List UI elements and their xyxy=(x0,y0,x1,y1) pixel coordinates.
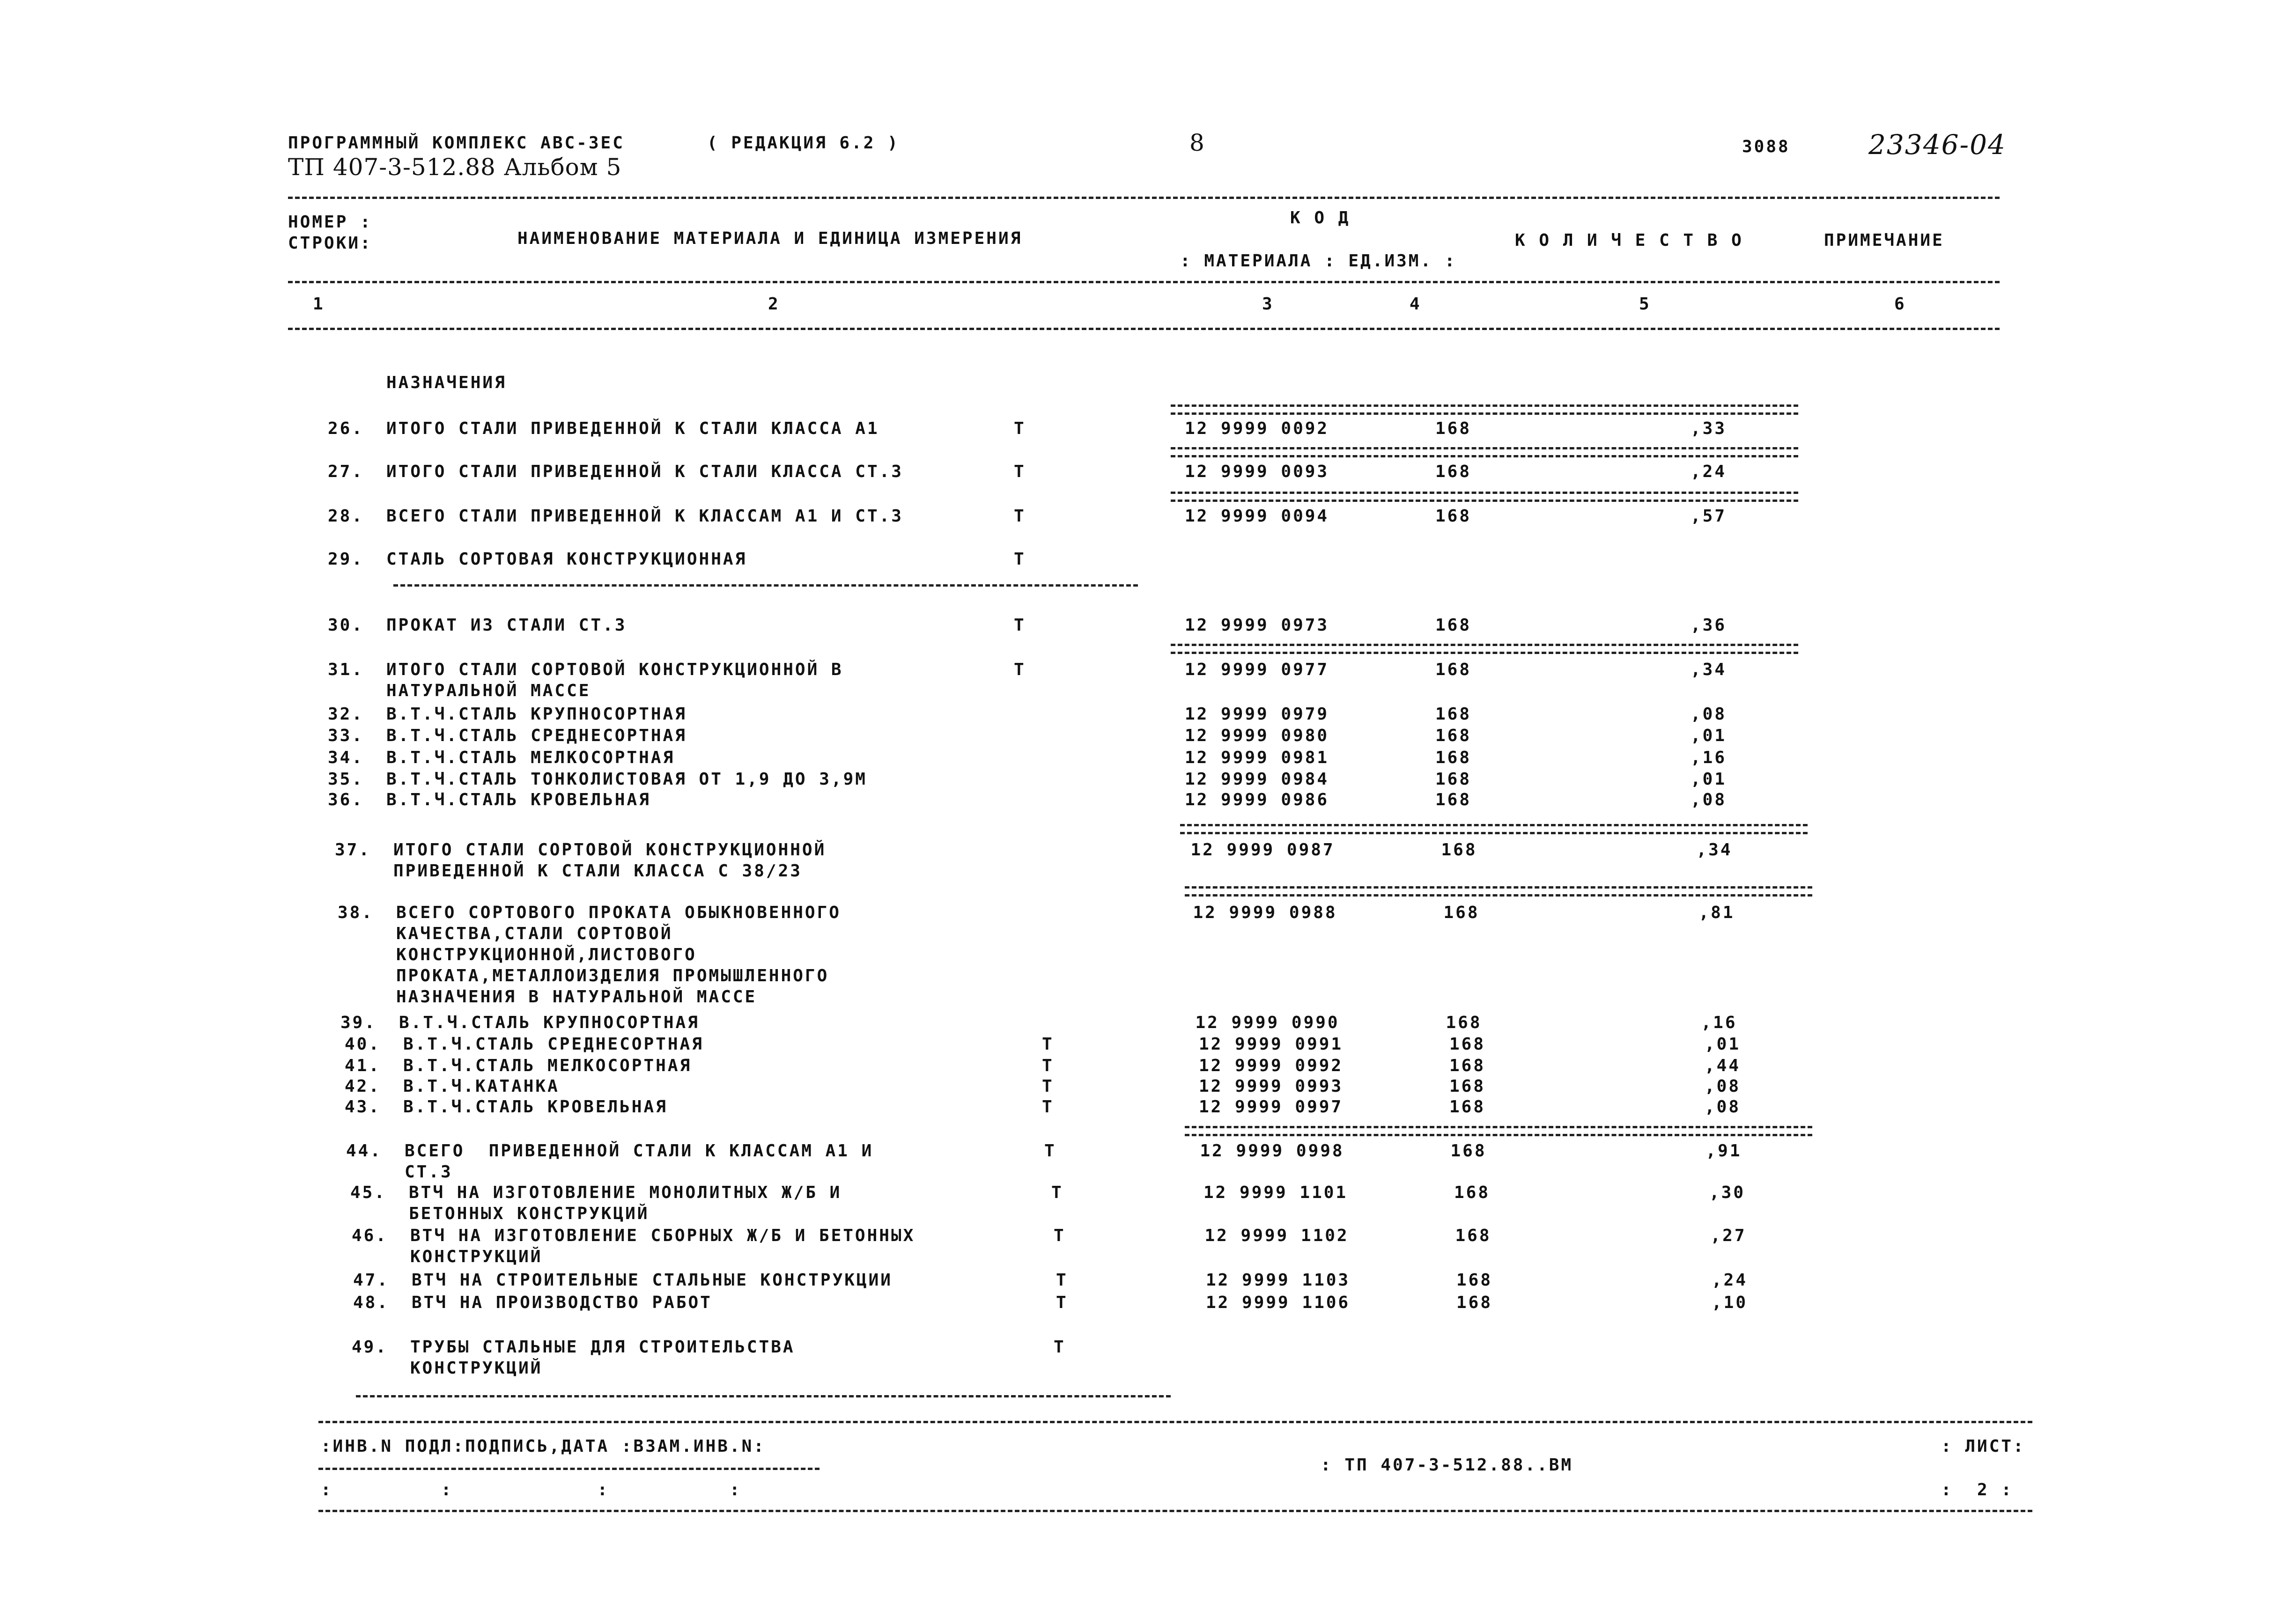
row-quantity: ,44 xyxy=(1705,1056,1741,1075)
row-number: 29. xyxy=(328,550,364,569)
col-header-qty: К О Л И Ч Е С Т В О xyxy=(1515,231,1743,250)
row-quantity: ,36 xyxy=(1691,616,1727,635)
row-quantity: ,08 xyxy=(1691,790,1727,809)
row-material-code: 12 9999 0977 xyxy=(1185,660,1329,679)
row-number: 43. xyxy=(345,1097,381,1117)
footer-rule-3 xyxy=(318,1510,2032,1512)
row-unit-code: 168 xyxy=(1435,660,1472,679)
document-title: ТП 407-3-512.88 Альбом 5 xyxy=(288,154,622,181)
row-quantity: ,33 xyxy=(1691,419,1727,438)
program-title: ПРОГРАММНЫЙ КОМПЛЕКС АВС-3ЕС xyxy=(288,133,625,153)
row-unit-code: 168 xyxy=(1441,840,1477,860)
row-unit: Т xyxy=(1042,1077,1054,1096)
col-num-6: 6 xyxy=(1894,294,1906,314)
row-name: ВТЧ НА ИЗГОТОВЛЕНИЕ СБОРНЫХ Ж/Б И БЕТОННЫХ КОНСТРУКЦИЙ xyxy=(410,1226,915,1266)
row-quantity: ,01 xyxy=(1691,770,1727,789)
row-quantity: ,57 xyxy=(1691,507,1727,526)
row-quantity: ,30 xyxy=(1709,1183,1746,1202)
row-unit-code: 168 xyxy=(1449,1077,1486,1096)
row-material-code: 12 9999 0988 xyxy=(1193,903,1337,922)
row-material-code: 12 9999 0973 xyxy=(1185,616,1329,635)
separator-37 xyxy=(1180,824,1808,834)
row-name: В.Т.Ч.СТАЛЬ КРУПНОСОРТНАЯ xyxy=(399,1013,700,1032)
row-name: ВТЧ НА ИЗГОТОВЛЕНИЕ МОНОЛИТНЫХ Ж/Б И БЕТОННЫХ КОНСТРУКЦИЙ xyxy=(409,1183,842,1223)
row-number: 42. xyxy=(345,1077,381,1096)
col-num-1: 1 xyxy=(313,294,325,314)
separator-27 xyxy=(1171,447,1798,457)
row-unit: Т xyxy=(1056,1271,1068,1290)
row-number: 39. xyxy=(340,1013,377,1032)
row-name: ВСЕГО ПРИВЕДЕННОЙ СТАЛИ К КЛАССАМ А1 И СТ.3 xyxy=(405,1141,874,1182)
row-unit-code: 168 xyxy=(1435,616,1472,635)
row-unit-code: 168 xyxy=(1435,507,1472,526)
row-material-code: 12 9999 1106 xyxy=(1206,1293,1351,1312)
row-material-code: 12 9999 0993 xyxy=(1199,1077,1344,1096)
row-unit: Т xyxy=(1042,1097,1054,1117)
row-material-code: 12 9999 1101 xyxy=(1203,1183,1348,1202)
row-unit-code: 168 xyxy=(1449,1097,1486,1117)
row-number: 35. xyxy=(328,770,364,789)
row-quantity: ,01 xyxy=(1705,1035,1741,1054)
row-number: 31. xyxy=(328,660,364,679)
row-unit-code: 168 xyxy=(1435,748,1472,767)
separator-49 xyxy=(356,1395,1171,1397)
row-unit-code: 168 xyxy=(1435,770,1472,789)
col-num-4: 4 xyxy=(1410,294,1422,314)
row-material-code: 12 9999 1103 xyxy=(1206,1271,1351,1290)
row-unit: Т xyxy=(1014,660,1026,679)
row-number: 27. xyxy=(328,462,364,481)
row-number: 36. xyxy=(328,790,364,809)
row-material-code: 12 9999 0992 xyxy=(1199,1056,1344,1075)
footer-inv-blanks: : : : : xyxy=(321,1480,742,1499)
rule-header-bottom xyxy=(288,328,2000,330)
row-unit: Т xyxy=(1054,1338,1066,1357)
row-unit: Т xyxy=(1042,1035,1054,1054)
row-name: В.Т.Ч.СТАЛЬ КРОВЕЛЬНАЯ xyxy=(386,790,651,809)
row-unit-code: 168 xyxy=(1454,1183,1491,1202)
row-unit-code: 168 xyxy=(1435,462,1472,481)
col-header-material: : МАТЕРИАЛА : ЕД.ИЗМ. : xyxy=(1180,251,1457,271)
row-number: 26. xyxy=(328,419,364,438)
col-num-2: 2 xyxy=(768,294,780,314)
row-name: ВСЕГО СОРТОВОГО ПРОКАТА ОБЫКНОВЕННОГО КАЧЕСТВА,СТАЛИ СОРТОВОЙ КОНСТРУКЦИОННОЙ,ЛИСТОВОГО ПРОКАТА,МЕТАЛЛОИЗДЕЛИЯ ПРОМЫШЛЕННОГО НАЗНАЧЕНИЯ В НАТУРАЛЬНОЙ МАССЕ xyxy=(396,903,841,1007)
row-unit-code: 168 xyxy=(1435,705,1472,724)
row-unit: Т xyxy=(1056,1293,1068,1312)
row-material-code: 12 9999 0990 xyxy=(1195,1013,1340,1032)
row-name: ВСЕГО СТАЛИ ПРИВЕДЕННОЙ К КЛАССАМ А1 И СТ.3 xyxy=(386,507,903,526)
row-name: В.Т.Ч.КАТАНКА xyxy=(403,1077,560,1096)
row-number: 48. xyxy=(353,1293,390,1312)
row-unit: Т xyxy=(1014,550,1026,569)
row-number: 30. xyxy=(328,616,364,635)
row-number: 37. xyxy=(335,840,371,860)
row-name: В.Т.Ч.СТАЛЬ МЕЛКОСОРТНАЯ xyxy=(403,1056,692,1075)
row-unit: Т xyxy=(1042,1056,1054,1075)
row-material-code: 12 9999 0991 xyxy=(1199,1035,1344,1054)
row-unit: Т xyxy=(1044,1141,1056,1161)
row-number: 46. xyxy=(352,1226,388,1245)
row-number: 32. xyxy=(328,705,364,724)
row-number: 34. xyxy=(328,748,364,767)
code-3088: 3088 xyxy=(1742,137,1790,156)
footer-sheet-label: : ЛИСТ: xyxy=(1941,1437,2025,1456)
row-quantity: ,16 xyxy=(1691,748,1727,767)
row-number: 40. xyxy=(345,1035,381,1054)
row-unit: Т xyxy=(1014,419,1026,438)
row-material-code: 12 9999 0981 xyxy=(1185,748,1329,767)
row-quantity: ,08 xyxy=(1691,705,1727,724)
row-name: ПРОКАТ ИЗ СТАЛИ СТ.3 xyxy=(386,616,627,635)
row-name: ВТЧ НА СТРОИТЕЛЬНЫЕ СТАЛЬНЫЕ КОНСТРУКЦИИ xyxy=(412,1271,893,1290)
row-unit-code: 168 xyxy=(1455,1226,1491,1245)
footer-rule-2 xyxy=(318,1468,819,1470)
row-quantity: ,24 xyxy=(1712,1271,1748,1290)
row-name: В.Т.Ч.СТАЛЬ КРУПНОСОРТНАЯ xyxy=(386,705,687,724)
row-quantity: ,81 xyxy=(1698,903,1735,922)
row-name: ВТЧ НА ПРОИЗВОДСТВО РАБОТ xyxy=(412,1293,712,1312)
row-number: 28. xyxy=(328,507,364,526)
row-quantity: ,08 xyxy=(1705,1077,1741,1096)
footer-inv-labels: :ИНВ.N ПОДЛ:ПОДПИСЬ,ДАТА :ВЗАМ.ИНВ.N: xyxy=(321,1437,766,1456)
separator-26 xyxy=(1171,404,1798,415)
section-heading: НАЗНАЧЕНИЯ xyxy=(386,373,507,392)
row-quantity: ,08 xyxy=(1705,1097,1741,1117)
row-number: 33. xyxy=(328,726,364,745)
row-number: 49. xyxy=(352,1338,388,1357)
row-name: В.Т.Ч.СТАЛЬ СРЕДНЕСОРТНАЯ xyxy=(386,726,687,745)
row-material-code: 12 9999 0984 xyxy=(1185,770,1329,789)
row-number: 47. xyxy=(353,1271,390,1290)
separator-38 xyxy=(1185,886,1812,897)
row-unit: Т xyxy=(1054,1226,1066,1245)
row-unit-code: 168 xyxy=(1449,1056,1486,1075)
row-name: ИТОГО СТАЛИ ПРИВЕДЕННОЙ К СТАЛИ КЛАССА СТ.3 xyxy=(386,462,903,481)
row-name: В.Т.Ч.СТАЛЬ КРОВЕЛЬНАЯ xyxy=(403,1097,668,1117)
separator-44 xyxy=(1185,1126,1812,1136)
row-material-code: 12 9999 0998 xyxy=(1200,1141,1344,1161)
col-header-code: К О Д xyxy=(1290,208,1351,228)
col-num-5: 5 xyxy=(1639,294,1651,314)
row-material-code: 12 9999 0980 xyxy=(1185,726,1329,745)
row-unit-code: 168 xyxy=(1449,1035,1486,1054)
row-name: СТАЛЬ СОРТОВАЯ КОНСТРУКЦИОННАЯ xyxy=(386,550,747,569)
row-unit-code: 168 xyxy=(1435,419,1472,438)
row-unit: Т xyxy=(1014,507,1026,526)
row-material-code: 12 9999 0986 xyxy=(1185,790,1329,809)
row-quantity: ,91 xyxy=(1705,1141,1742,1161)
row-unit-code: 168 xyxy=(1435,726,1472,745)
row-quantity: ,34 xyxy=(1691,660,1727,679)
footer-rule-1 xyxy=(318,1421,2032,1423)
row-unit-code: 168 xyxy=(1443,903,1480,922)
row-material-code: 12 9999 1102 xyxy=(1204,1226,1349,1245)
row-name: ИТОГО СТАЛИ СОРТОВОЙ КОНСТРУКЦИОННОЙ ПРИВЕДЕННОЙ К СТАЛИ КЛАССА С 38/23 xyxy=(393,840,827,881)
row-number: 45. xyxy=(350,1183,387,1202)
row-unit-code: 168 xyxy=(1435,790,1472,809)
separator-29 xyxy=(393,584,1138,587)
col-header-row-no: НОМЕР : СТРОКИ: xyxy=(288,213,372,253)
row-name: В.Т.Ч.СТАЛЬ МЕЛКОСОРТНАЯ xyxy=(386,748,675,767)
footer-doc-code: : ТП 407-3-512.88..ВМ xyxy=(1321,1455,1573,1475)
separator-28 xyxy=(1171,492,1798,502)
handwritten-stamp: 23346-04 xyxy=(1868,129,2006,161)
row-name: ИТОГО СТАЛИ СОРТОВОЙ КОНСТРУКЦИОННОЙ В НАТУРАЛЬНОЙ МАССЕ xyxy=(386,660,843,700)
rule-header-mid xyxy=(288,281,2000,283)
footer-sheet-number: : 2 : xyxy=(1941,1480,2014,1499)
row-name: В.Т.Ч.СТАЛЬ ТОНКОЛИСТОВАЯ ОТ 1,9 ДО 3,9М xyxy=(386,770,867,789)
row-quantity: ,27 xyxy=(1710,1226,1747,1245)
row-unit-code: 168 xyxy=(1450,1141,1487,1161)
row-number: 38. xyxy=(338,903,374,922)
separator-31 xyxy=(1171,644,1798,654)
rule-top xyxy=(288,197,2000,199)
row-number: 44. xyxy=(346,1141,383,1161)
row-name: В.Т.Ч.СТАЛЬ СРЕДНЕСОРТНАЯ xyxy=(403,1035,704,1054)
row-material-code: 12 9999 0979 xyxy=(1185,705,1329,724)
row-material-code: 12 9999 0094 xyxy=(1185,507,1329,526)
col-header-note: ПРИМЕЧАНИЕ xyxy=(1824,231,1944,250)
page-number: 8 xyxy=(1189,129,1205,156)
row-number: 41. xyxy=(345,1056,381,1075)
row-quantity: ,10 xyxy=(1712,1293,1748,1312)
col-num-3: 3 xyxy=(1262,294,1274,314)
row-material-code: 12 9999 0092 xyxy=(1185,419,1329,438)
row-unit: Т xyxy=(1014,616,1026,635)
row-material-code: 12 9999 0987 xyxy=(1190,840,1335,860)
row-material-code: 12 9999 0093 xyxy=(1185,462,1329,481)
row-unit: Т xyxy=(1051,1183,1063,1202)
row-material-code: 12 9999 0997 xyxy=(1199,1097,1344,1117)
col-header-name: НАИМЕНОВАНИЕ МАТЕРИАЛА И ЕДИНИЦА ИЗМЕРЕНИЯ xyxy=(517,229,1023,248)
row-unit-code: 168 xyxy=(1456,1293,1493,1312)
row-unit: Т xyxy=(1014,462,1026,481)
row-unit-code: 168 xyxy=(1456,1271,1493,1290)
row-quantity: ,24 xyxy=(1691,462,1727,481)
row-unit-code: 168 xyxy=(1446,1013,1482,1032)
row-name: ТРУБЫ СТАЛЬНЫЕ ДЛЯ СТРОИТЕЛЬСТВА КОНСТРУКЦИЙ xyxy=(410,1338,795,1378)
row-quantity: ,34 xyxy=(1696,840,1733,860)
row-quantity: ,16 xyxy=(1701,1013,1737,1032)
edition-label: ( РЕДАКЦИЯ 6.2 ) xyxy=(707,133,900,153)
row-name: ИТОГО СТАЛИ ПРИВЕДЕННОЙ К СТАЛИ КЛАССА А1 xyxy=(386,419,879,438)
row-quantity: ,01 xyxy=(1691,726,1727,745)
